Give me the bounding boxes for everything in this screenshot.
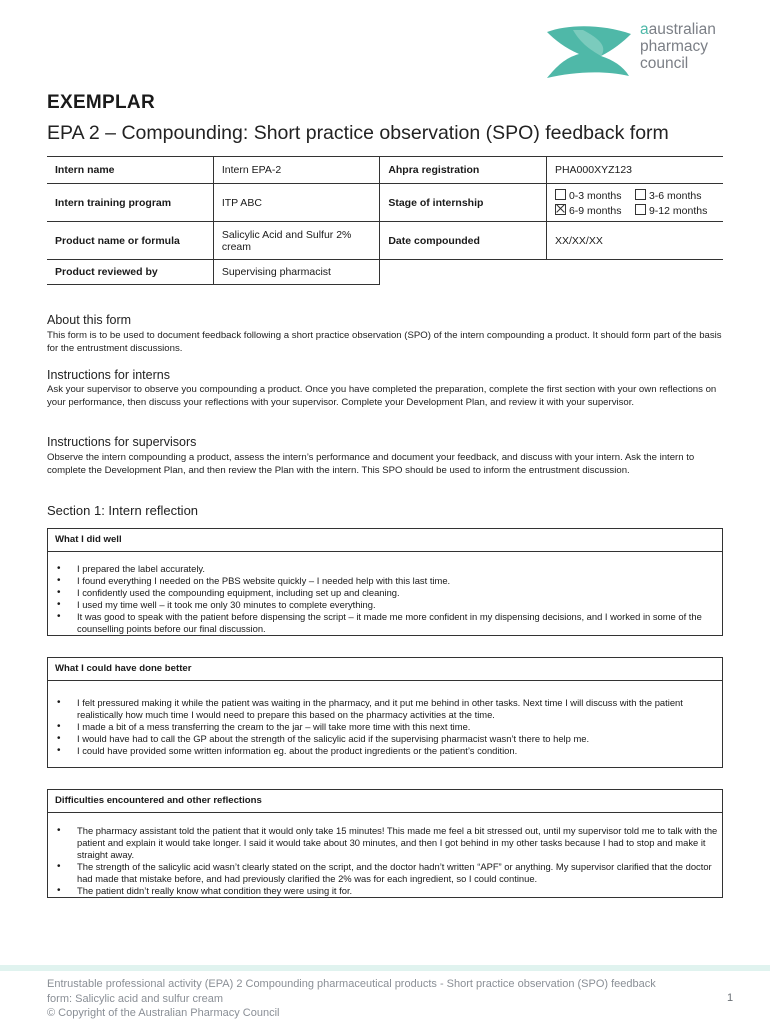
intern-name-value[interactable]: Intern EPA-2 <box>213 157 379 184</box>
logo-line-2: pharmacy <box>640 38 709 55</box>
stage-option-9-12[interactable]: 9-12 months <box>635 204 715 217</box>
footer-copyright: © Copyright of the Australian Pharmacy Council <box>47 1007 280 1019</box>
page-footer <box>47 977 707 1021</box>
info-row <box>47 222 723 260</box>
supervisors-heading: Instructions for supervisors <box>47 435 197 449</box>
program-label: Intern training program <box>47 184 213 222</box>
exemplar-heading: EXEMPLAR <box>47 92 155 113</box>
list-item: • I used my time well – it took me only 30 minutes to complete everything. <box>77 599 722 611</box>
list-item: • I would have had to call the GP about the strength of the salicylic acid if the supervising pharmacist wasn’t there to help me. <box>77 733 722 745</box>
difficulties-list <box>48 813 722 897</box>
list-item: • I prepared the label accurately. <box>77 563 722 575</box>
checkbox-icon[interactable] <box>635 189 646 200</box>
list-item: • I felt pressured making it while the patient was waiting in the pharmacy, and it put me behind in other tasks. Next time I will discuss with the patient realistically how much time I would need to prepare this based on the pharmacy activities at the time. <box>77 697 722 721</box>
info-row <box>47 157 723 184</box>
list-item: • It was good to speak with the patient before dispensing the script – it made me more confident in my dispensing decisions, and I worked in some of the counselling points before our final discussion. <box>77 611 722 635</box>
reviewed-label: Product reviewed by <box>47 260 213 285</box>
page-title: EPA 2 – Compounding: Short practice observation (SPO) feedback form <box>47 122 669 144</box>
ahpra-value[interactable]: PHA000XYZ123 <box>546 157 723 184</box>
interns-text: Ask your supervisor to observe you compounding a product. Once you have completed the preparation, complete the first section with your own reflections on your performance, then discuss your reflections with your supervisor. Complete your Development Plan, and review it with your supervisor. <box>47 384 717 408</box>
stage-options <box>546 184 723 222</box>
checkbox-icon[interactable] <box>635 204 646 215</box>
page-number: 1 <box>727 992 734 1004</box>
stage-label: Stage of internship <box>380 184 547 222</box>
logo-line-3: council <box>640 55 689 72</box>
did-well-box <box>47 528 723 636</box>
difficulties-box <box>47 789 723 898</box>
stage-option-0-3[interactable]: 0-3 months <box>555 189 635 202</box>
intern-info-table <box>47 156 723 285</box>
list-item: • I made a bit of a mess transferring the cream to the jar – will take more time with this next time. <box>77 721 722 733</box>
stage-option-3-6[interactable]: 3-6 months <box>635 189 715 202</box>
about-text: This form is to be used to document feedback following a short practice observation (SPO) of the intern compounding a product. It should form part of the basis for the entrustment discussions. <box>47 330 722 354</box>
info-row <box>47 260 723 285</box>
interns-heading: Instructions for interns <box>47 368 170 382</box>
supervisors-text: Observe the intern compounding a product, assess the intern’s performance and document your feedback, and discuss with your intern. Ask the intern to complete the Development Plan, and then review the Plan with the intern. This SPO should be used to inform the entrustment discussion. <box>47 452 695 476</box>
date-value[interactable]: XX/XX/XX <box>546 222 723 260</box>
ahpra-label: Ahpra registration <box>380 157 547 184</box>
stage-option-6-9[interactable]: 6-9 months <box>555 204 635 217</box>
product-label: Product name or formula <box>47 222 213 260</box>
could-do-better-header: What I could have done better <box>48 658 722 681</box>
list-item: • I confidently used the compounding equipment, including set up and cleaning. <box>77 587 722 599</box>
could-do-better-box <box>47 657 723 768</box>
date-label: Date compounded <box>380 222 547 260</box>
footer-line-2: form: Salicylic acid and sulfur cream <box>47 992 224 1005</box>
did-well-list <box>48 552 722 635</box>
list-item: • I found everything I needed on the PBS website quickly – I needed help with this last time. <box>77 575 722 587</box>
did-well-header: What I did well <box>48 529 722 552</box>
could-do-better-list <box>48 681 722 757</box>
section1-heading: Section 1: Intern reflection <box>47 503 199 518</box>
program-value[interactable]: ITP ABC <box>213 184 379 222</box>
footer-divider <box>0 965 770 971</box>
list-item: • I could have provided some written information eg. about the product ingredients or the patient’s condition. <box>77 745 722 757</box>
checkbox-icon[interactable] <box>555 189 566 200</box>
difficulties-header: Difficulties encountered and other reflections <box>48 790 722 813</box>
product-value[interactable]: Salicylic Acid and Sulfur 2% cream <box>213 222 379 260</box>
logo-line-1: aaustralian <box>640 21 716 38</box>
council-logo-text <box>640 21 716 72</box>
list-item: • The patient didn’t really know what condition they were using it for. <box>77 885 722 897</box>
reviewed-value[interactable]: Supervising pharmacist <box>213 260 379 285</box>
list-item: • The strength of the salicylic acid wasn’t clearly stated on the script, and the doctor hadn’t written “APF” or anything. My supervisor clarified that the doctor had made that mistake before, and had previously clarified the 2% was for each ingredient, so I could continue. <box>77 861 722 885</box>
footer-line-1: Entrustable professional activity (EPA) 2 Compounding pharmaceutical products - Short practice observation (SPO) feedback <box>47 978 656 990</box>
intern-name-label: Intern name <box>47 157 213 184</box>
about-heading: About this form <box>47 313 132 327</box>
list-item: • The pharmacy assistant told the patient that it would only take 15 minutes! This made me feel a bit stressed out, until my supervisor told me to talk with the patient and explain it would take longer. I said it would take about 30 minutes, and then I got behind in my other tasks because I had to stop and make it straight away. <box>77 825 722 861</box>
checked-checkbox-icon[interactable] <box>555 204 566 215</box>
info-row <box>47 184 723 222</box>
